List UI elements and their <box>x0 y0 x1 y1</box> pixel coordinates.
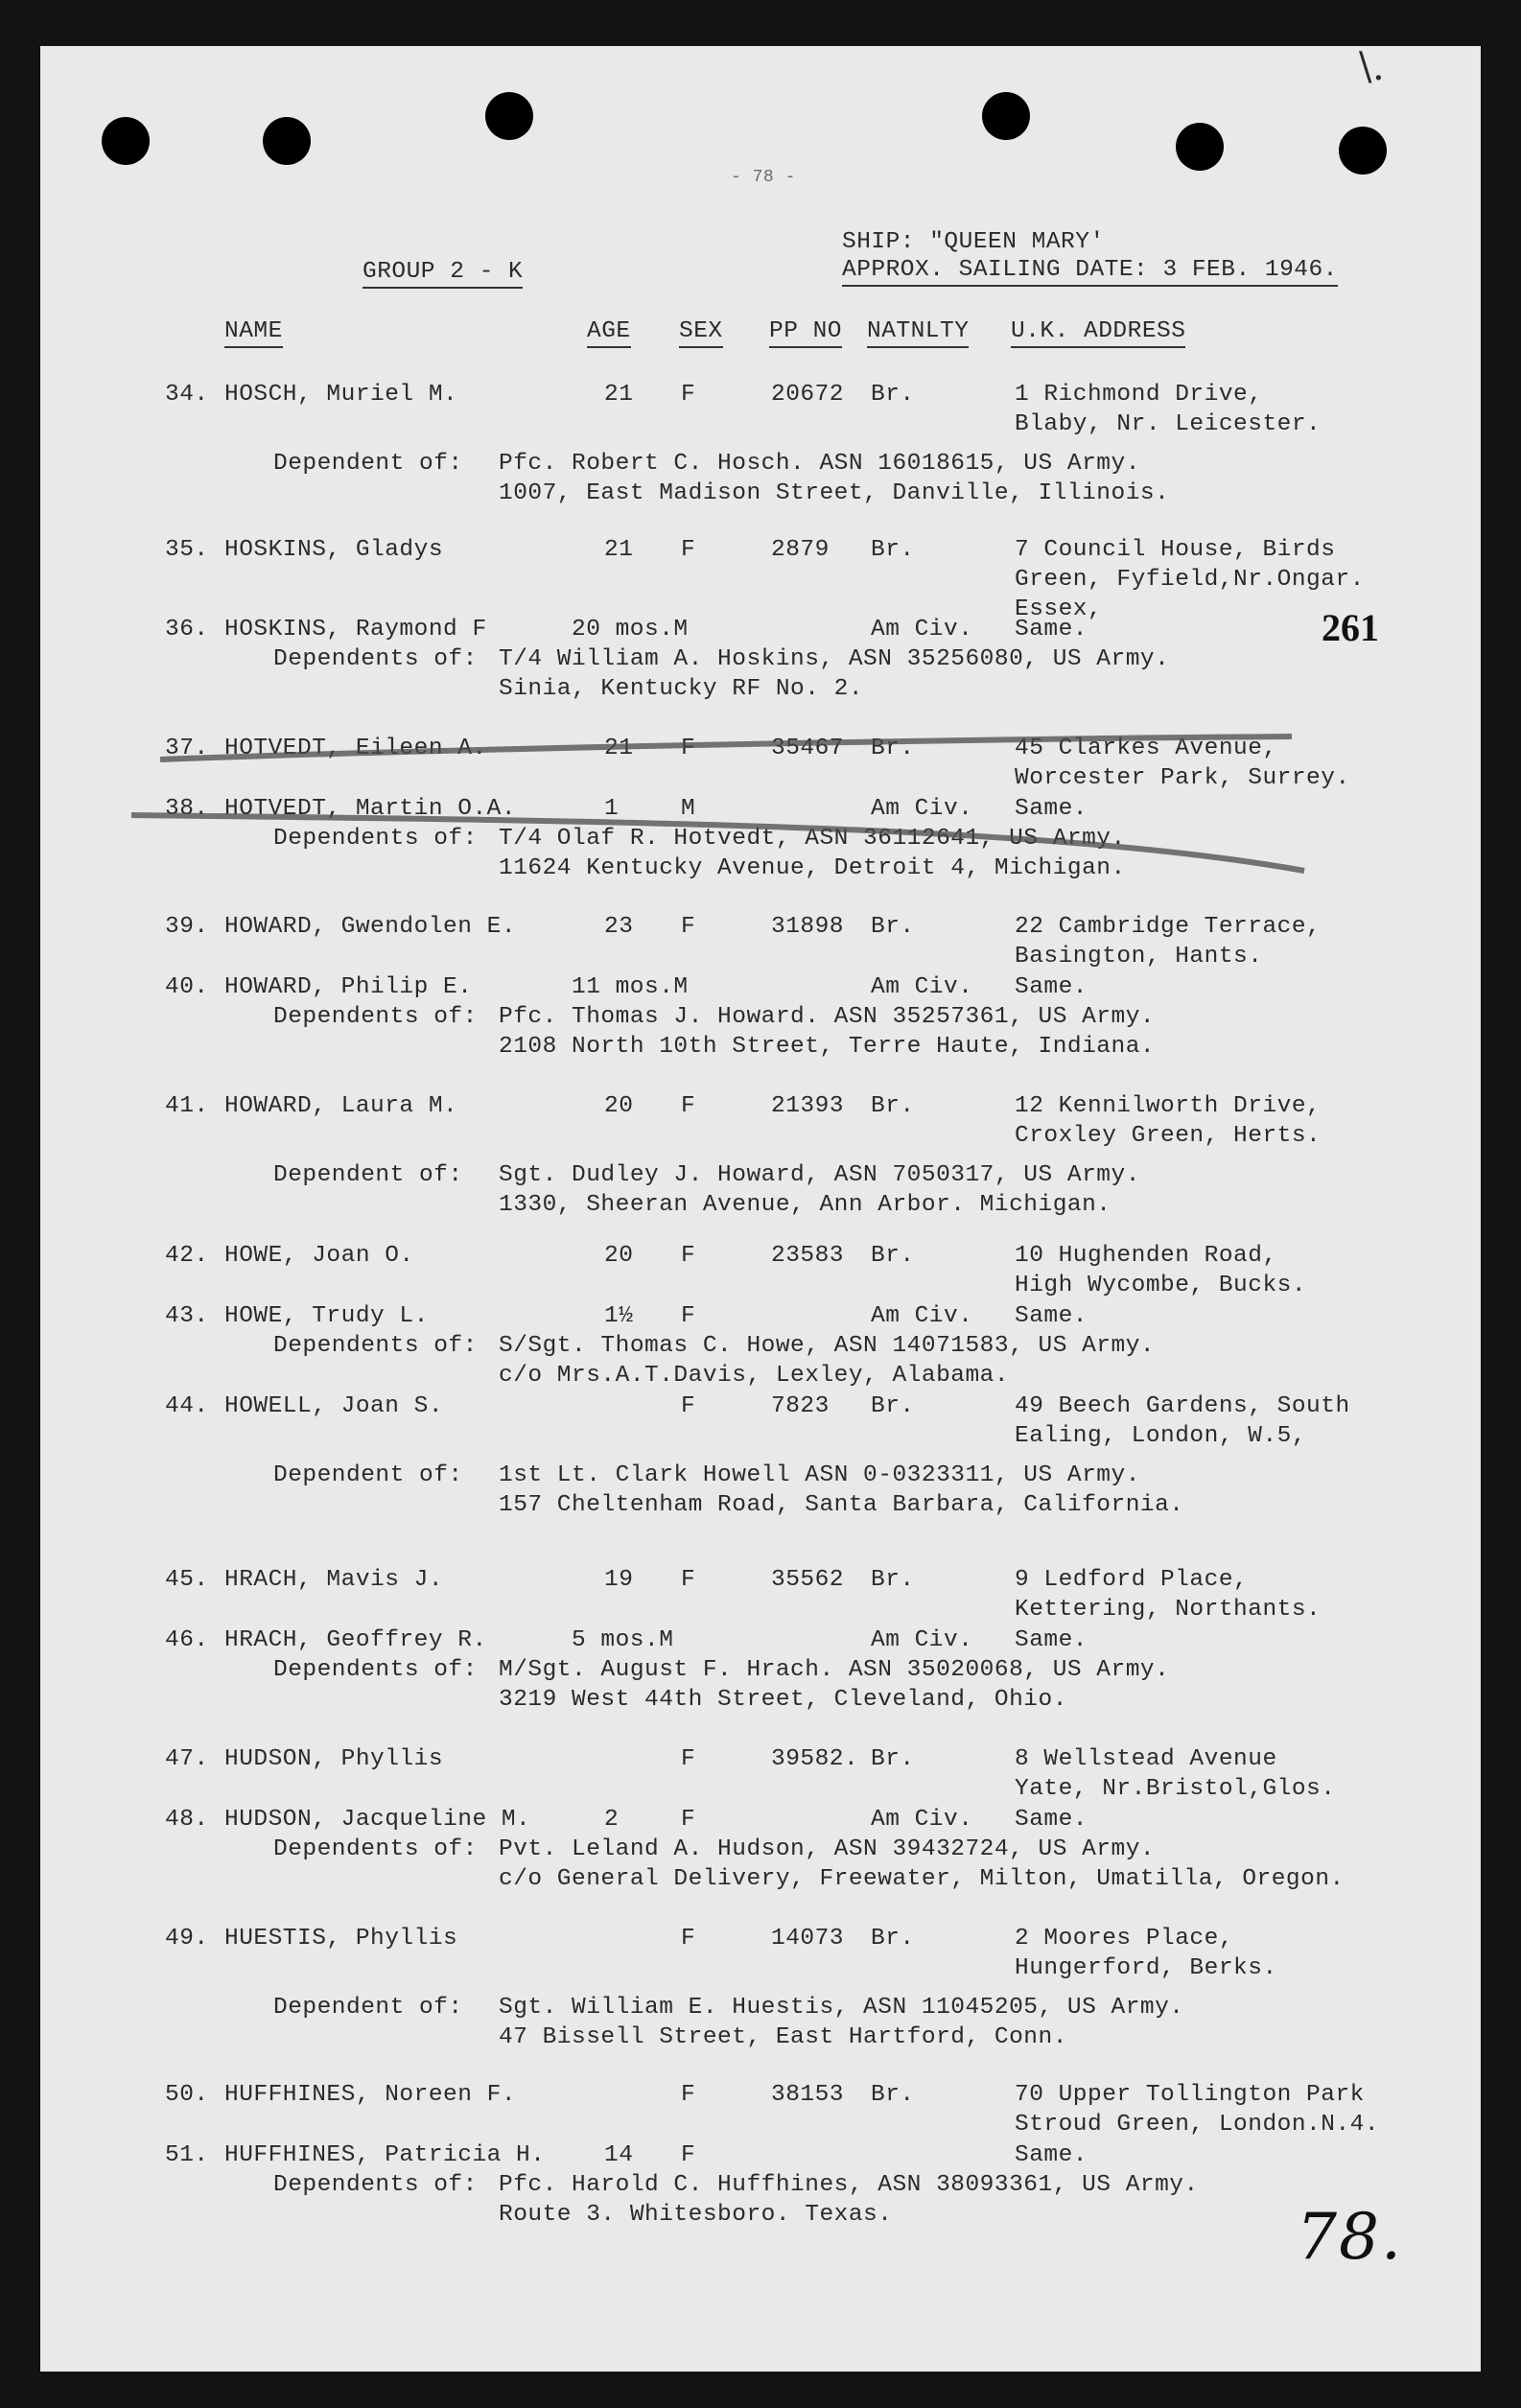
record-number: 41. <box>165 1093 209 1119</box>
passenger-name: HOWELL, Joan S. <box>224 1393 444 1419</box>
passenger-name: HOSKINS, Gladys <box>224 537 444 563</box>
header-nationality: NATNLTY <box>867 320 969 348</box>
passport-number: 35562 <box>771 1567 845 1593</box>
nationality: Br. <box>871 1926 915 1952</box>
corner-mark: \. <box>1359 46 1386 89</box>
sponsor-line-2: 1330, Sheeran Avenue, Ann Arbor. Michigan. <box>499 1192 1112 1218</box>
nationality: Br. <box>871 2082 915 2108</box>
uk-address-line-2: Hungerford, Berks. <box>1015 1955 1277 1981</box>
sponsor-line-2: 2108 North 10th Street, Terre Haute, Indiana. <box>499 1034 1156 1060</box>
passenger-age: 2 <box>604 1807 620 1833</box>
record-number: 37. <box>165 736 209 761</box>
record-number: 34. <box>165 382 209 408</box>
uk-address-line-1: Same. <box>1015 1807 1088 1833</box>
uk-address-line-2: Croxley Green, Herts. <box>1015 1123 1322 1149</box>
passenger-sex: F <box>681 914 696 940</box>
uk-address-line-2: Stroud Green, London.N.4. <box>1015 2112 1380 2138</box>
record-number: 43. <box>165 1303 209 1329</box>
record-number: 51. <box>165 2142 209 2168</box>
dependent-label: Dependents of: <box>273 1836 478 1862</box>
passenger-name: HOSKINS, Raymond F <box>224 617 487 643</box>
record-number: 42. <box>165 1243 209 1269</box>
nationality: Br. <box>871 537 915 563</box>
nationality: Am Civ. <box>871 1303 973 1329</box>
passport-number: 35467 <box>771 736 845 761</box>
passenger-sex: F <box>681 1393 696 1419</box>
passport-number: 14073 <box>771 1926 845 1952</box>
uk-address-line-1: Same. <box>1015 796 1088 822</box>
uk-address-line-1: 9 Ledford Place, <box>1015 1567 1249 1593</box>
passenger-name: HUDSON, Phyllis <box>224 1746 444 1772</box>
nationality: Br. <box>871 382 915 408</box>
passenger-age: 11 mos.M <box>572 974 689 1000</box>
nationality: Am Civ. <box>871 974 973 1000</box>
dependent-label: Dependents of: <box>273 1004 478 1030</box>
passenger-age: 20 mos.M <box>572 617 689 643</box>
sponsor-line-1: Pvt. Leland A. Hudson, ASN 39432724, US Army. <box>499 1836 1156 1862</box>
passenger-name: HRACH, Geoffrey R. <box>224 1627 487 1653</box>
passenger-age: 14 <box>604 2142 634 2168</box>
nationality: Br. <box>871 1567 915 1593</box>
passport-number: 21393 <box>771 1093 845 1119</box>
handwritten-page-number: 78. <box>1297 2200 1403 2274</box>
nationality: Am Civ. <box>871 796 973 822</box>
header-uk-address: U.K. ADDRESS <box>1011 320 1185 348</box>
passenger-sex: F <box>681 1567 696 1593</box>
passenger-name: HOTVEDT, Eileen A. <box>224 736 487 761</box>
nationality: Am Civ. <box>871 1807 973 1833</box>
uk-address-line-3: Essex, <box>1015 596 1103 622</box>
passenger-name: HOWARD, Philip E. <box>224 974 473 1000</box>
sponsor-line-1: Pfc. Thomas J. Howard. ASN 35257361, US Army. <box>499 1004 1156 1030</box>
passenger-sex: F <box>681 1093 696 1119</box>
passenger-sex: F <box>681 382 696 408</box>
sponsor-line-2: 11624 Kentucky Avenue, Detroit 4, Michigan. <box>499 855 1126 881</box>
nationality: Br. <box>871 1393 915 1419</box>
dependent-label: Dependent of: <box>273 1995 463 2021</box>
uk-address-line-2: Kettering, Northants. <box>1015 1597 1322 1623</box>
sponsor-line-2: 3219 West 44th Street, Cleveland, Ohio. <box>499 1687 1067 1713</box>
uk-address-line-2: Blaby, Nr. Leicester. <box>1015 411 1322 437</box>
sponsor-line-1: Pfc. Harold C. Huffhines, ASN 38093361, US Army. <box>499 2172 1199 2198</box>
uk-address-line-1: 22 Cambridge Terrace, <box>1015 914 1322 940</box>
passenger-sex: F <box>681 1303 696 1329</box>
page-number-mark: - 78 - <box>731 168 796 187</box>
passenger-name: HUFFHINES, Patricia H. <box>224 2142 546 2168</box>
passport-number: 23583 <box>771 1243 845 1269</box>
passport-number: 20672 <box>771 382 845 408</box>
sponsor-line-2: 47 Bissell Street, East Hartford, Conn. <box>499 2024 1067 2050</box>
passenger-age: 19 <box>604 1567 634 1593</box>
uk-address-line-1: Same. <box>1015 974 1088 1000</box>
sponsor-line-1: T/4 Olaf R. Hotvedt, ASN 36112641, US Army. <box>499 826 1126 852</box>
sponsor-line-1: T/4 William A. Hoskins, ASN 35256080, US Army. <box>499 646 1170 672</box>
sponsor-line-1: M/Sgt. August F. Hrach. ASN 35020068, US Army. <box>499 1657 1170 1683</box>
dependent-label: Dependent of: <box>273 1162 463 1188</box>
uk-address-line-1: 2 Moores Place, <box>1015 1926 1234 1952</box>
passenger-age: 21 <box>604 736 634 761</box>
passenger-sex: F <box>681 537 696 563</box>
uk-address-line-1: 8 Wellstead Avenue <box>1015 1746 1277 1772</box>
sponsor-line-2: c/o Mrs.A.T.Davis, Lexley, Alabama. <box>499 1363 1010 1389</box>
uk-address-line-2: Yate, Nr.Bristol,Glos. <box>1015 1776 1336 1802</box>
uk-address-line-2: Basington, Hants. <box>1015 944 1263 970</box>
record-number: 50. <box>165 2082 209 2108</box>
passenger-sex: F <box>681 736 696 761</box>
sponsor-line-1: Pfc. Robert C. Hosch. ASN 16018615, US Army. <box>499 451 1140 477</box>
passenger-age: 23 <box>604 914 634 940</box>
record-number: 39. <box>165 914 209 940</box>
nationality: Br. <box>871 1243 915 1269</box>
uk-address-line-2: Green, Fyfield,Nr.Ongar. <box>1015 567 1365 593</box>
sponsor-line-1: S/Sgt. Thomas C. Howe, ASN 14071583, US Army. <box>499 1333 1156 1359</box>
uk-address-line-1: Same. <box>1015 1627 1088 1653</box>
uk-address-line-1: 1 Richmond Drive, <box>1015 382 1263 408</box>
header-name: NAME <box>224 320 283 348</box>
record-number: 38. <box>165 796 209 822</box>
document-page <box>40 46 1481 2372</box>
passenger-age: 20 <box>604 1093 634 1119</box>
passenger-age: 21 <box>604 382 634 408</box>
passenger-sex: F <box>681 2142 696 2168</box>
passenger-name: HOTVEDT, Martin O.A. <box>224 796 517 822</box>
sponsor-line-1: 1st Lt. Clark Howell ASN 0-0323311, US Army. <box>499 1462 1140 1488</box>
uk-address-line-1: 49 Beech Gardens, South <box>1015 1393 1350 1419</box>
dependent-label: Dependents of: <box>273 646 478 672</box>
passenger-name: HRACH, Mavis J. <box>224 1567 444 1593</box>
record-number: 46. <box>165 1627 209 1653</box>
nationality: Am Civ. <box>871 617 973 643</box>
dependent-label: Dependents of: <box>273 2172 478 2198</box>
uk-address-line-1: Same. <box>1015 617 1088 643</box>
nationality: Br. <box>871 736 915 761</box>
passenger-age: 1½ <box>604 1303 634 1329</box>
uk-address-line-1: Same. <box>1015 2142 1088 2168</box>
passenger-name: HOWE, Trudy L. <box>224 1303 429 1329</box>
passenger-name: HOWE, Joan O. <box>224 1243 414 1269</box>
sponsor-line-2: Route 3. Whitesboro. Texas. <box>499 2202 893 2228</box>
passenger-sex: F <box>681 1926 696 1952</box>
passenger-age: 20 <box>604 1243 634 1269</box>
sponsor-line-2: c/o General Delivery, Freewater, Milton, Umatilla, Oregon. <box>499 1866 1345 1892</box>
uk-address-line-1: Same. <box>1015 1303 1088 1329</box>
passenger-name: HOWARD, Laura M. <box>224 1093 458 1119</box>
dependent-label: Dependents of: <box>273 826 478 852</box>
header-age: AGE <box>587 320 631 348</box>
passenger-sex: F <box>681 1243 696 1269</box>
stamp-number: 261 <box>1322 606 1379 649</box>
record-number: 36. <box>165 617 209 643</box>
nationality: Br. <box>871 1746 915 1772</box>
sailing-date: APPROX. SAILING DATE: 3 FEB. 1946. <box>842 259 1338 287</box>
record-number: 35. <box>165 537 209 563</box>
dependent-label: Dependents of: <box>273 1333 478 1359</box>
uk-address-line-1: 7 Council House, Birds <box>1015 537 1336 563</box>
passport-number: 31898 <box>771 914 845 940</box>
uk-address-line-2: Ealing, London, W.5, <box>1015 1423 1307 1449</box>
sponsor-line-2: 157 Cheltenham Road, Santa Barbara, California. <box>499 1492 1184 1518</box>
passenger-name: HUFFHINES, Noreen F. <box>224 2082 517 2108</box>
record-number: 49. <box>165 1926 209 1952</box>
header-pp-no: PP NO <box>769 320 842 348</box>
passenger-age: 1 <box>604 796 620 822</box>
passport-number: 2879 <box>771 537 830 563</box>
record-number: 47. <box>165 1746 209 1772</box>
uk-address-line-2: High Wycombe, Bucks. <box>1015 1273 1307 1298</box>
sponsor-line-1: Sgt. Dudley J. Howard, ASN 7050317, US Army. <box>499 1162 1140 1188</box>
passenger-name: HOWARD, Gwendolen E. <box>224 914 517 940</box>
dependent-label: Dependents of: <box>273 1657 478 1683</box>
passenger-name: HUDSON, Jacqueline M. <box>224 1807 531 1833</box>
sponsor-line-2: 1007, East Madison Street, Danville, Illinois. <box>499 480 1170 506</box>
nationality: Am Civ. <box>871 1627 973 1653</box>
nationality: Br. <box>871 914 915 940</box>
passenger-sex: F <box>681 2082 696 2108</box>
passport-number: 38153 <box>771 2082 845 2108</box>
uk-address-line-1: 12 Kennilworth Drive, <box>1015 1093 1322 1119</box>
passenger-age: 21 <box>604 537 634 563</box>
record-number: 48. <box>165 1807 209 1833</box>
passenger-sex: F <box>681 1807 696 1833</box>
record-number: 45. <box>165 1567 209 1593</box>
nationality: Br. <box>871 1093 915 1119</box>
uk-address-line-1: 70 Upper Tollington Park <box>1015 2082 1365 2108</box>
dependent-label: Dependent of: <box>273 451 463 477</box>
uk-address-line-1: 10 Hughenden Road, <box>1015 1243 1277 1269</box>
passport-number: 7823 <box>771 1393 830 1419</box>
uk-address-line-1: 45 Clarkes Avenue, <box>1015 736 1277 761</box>
ship-line: SHIP: "QUEEN MARY' <box>842 229 1105 255</box>
record-number: 44. <box>165 1393 209 1419</box>
sponsor-line-1: Sgt. William E. Huestis, ASN 11045205, US Army. <box>499 1995 1184 2021</box>
sponsor-line-2: Sinia, Kentucky RF No. 2. <box>499 676 864 702</box>
passenger-age: 5 mos.M <box>572 1627 674 1653</box>
header-sex: SEX <box>679 320 723 348</box>
passenger-sex: F <box>681 1746 696 1772</box>
strike-through-marks <box>40 46 1481 2372</box>
passenger-name: HUESTIS, Phyllis <box>224 1926 458 1952</box>
passenger-name: HOSCH, Muriel M. <box>224 382 458 408</box>
passport-number: 39582. <box>771 1746 859 1772</box>
record-number: 40. <box>165 974 209 1000</box>
group-label: GROUP 2 - K <box>363 261 523 289</box>
passenger-sex: M <box>681 796 696 822</box>
uk-address-line-2: Worcester Park, Surrey. <box>1015 765 1350 791</box>
dependent-label: Dependent of: <box>273 1462 463 1488</box>
